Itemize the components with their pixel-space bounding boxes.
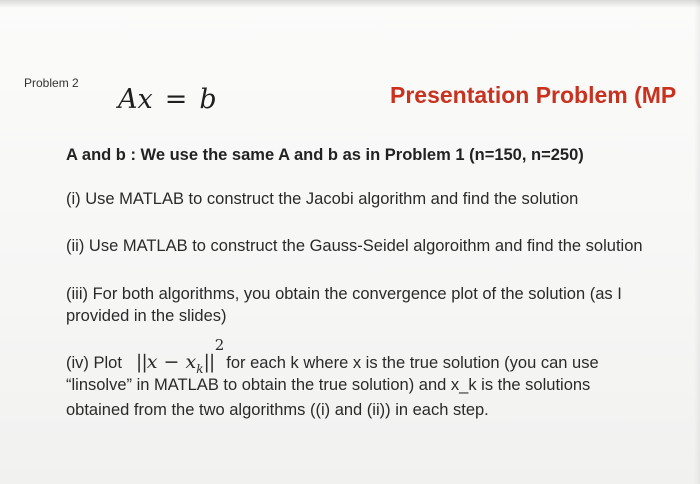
norm-power: 2 [214,336,225,354]
presentation-title: Presentation Problem (MP [390,82,677,108]
item-iv-line-1-rest: for each k where x is the true solution (you can use [226,354,599,372]
equation-b: b [199,84,217,115]
equation-A: A [118,84,138,115]
problem-label: Problem 2 [24,76,79,90]
equation-equals: = [164,84,188,115]
right-edge-shadow [694,0,700,484]
norm-minus: − [163,351,180,373]
item-iii-line-2: provided in the slides) [66,307,227,325]
line-a-and-b: A and b : We use the same A and b as in Problem 1 (n=150, n=250) [66,146,584,164]
top-shadow [0,0,700,8]
norm-bars-right: || [203,351,215,373]
norm-subscript-k: k [196,361,204,376]
equation-x: x [137,84,153,115]
norm-x: x [146,351,158,373]
norm-bars-left: || [135,351,147,373]
item-iv-prefix: (iv) Plot [66,354,122,372]
item-ii: (ii) Use MATLAB to construct the Gauss-Seidel algoroithm and find the solution [66,237,643,255]
item-i: (i) Use MATLAB to construct the Jacobi algorithm and find the solution [66,190,579,208]
norm-x-k: x [185,351,197,373]
item-iv-line-3: obtained from the two algorithms ((i) and (ii)) in each step. [66,401,489,419]
item-iv-line-2: “linsolve” in MATLAB to obtain the true solution) and x_k is the solutions [66,376,591,394]
item-iii-line-1: (iii) For both algorithms, you obtain the convergence plot of the solution (as I [66,285,622,303]
equation-ax-equals-b [118,84,217,115]
